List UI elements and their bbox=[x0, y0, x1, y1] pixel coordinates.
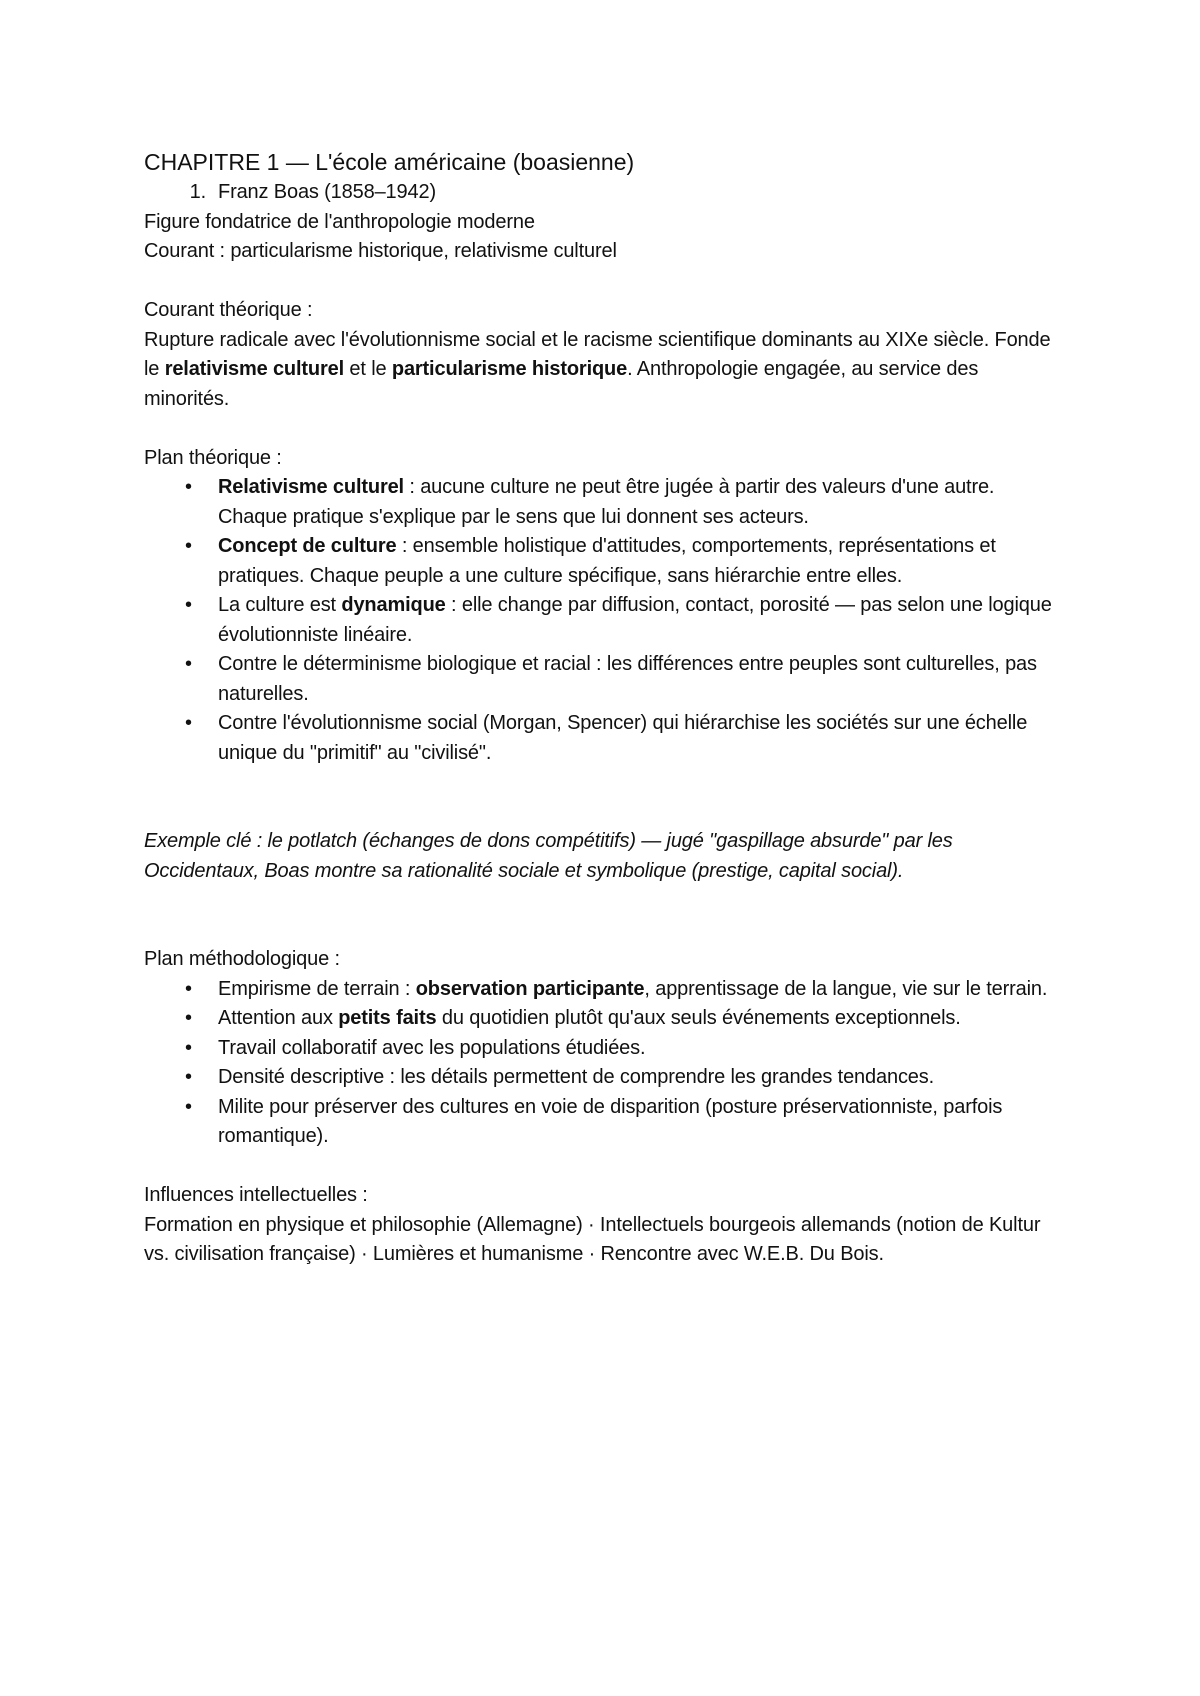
bullet-icon: • bbox=[185, 1007, 192, 1029]
item-text: du quotidien plutôt qu'aux seuls événements exceptionnels. bbox=[436, 1007, 961, 1029]
item-text: , apprentissage de la langue, vie sur le terrain. bbox=[644, 977, 1048, 1000]
spacer bbox=[144, 886, 1064, 945]
courant-theorique-paragraph bbox=[144, 326, 1064, 415]
list-item bbox=[144, 709, 1064, 768]
document-page bbox=[144, 146, 1064, 1270]
courant-theorique-label: Courant théorique : bbox=[144, 299, 313, 321]
list-item bbox=[144, 1004, 1064, 1034]
bullet-icon: • bbox=[185, 1095, 192, 1118]
bold-term: relativisme culturel bbox=[164, 358, 344, 380]
item-text: Milite pour préserver des cultures en voie de disparition (posture préservationniste, parfois romantique). bbox=[218, 1095, 1003, 1147]
plan-theorique-list bbox=[144, 473, 1064, 768]
section-heading bbox=[144, 178, 1064, 208]
chapter-title: CHAPITRE 1 — L'école américaine (boasienne) bbox=[144, 149, 635, 175]
item-text: Travail collaboratif avec les populations étudiées. bbox=[218, 1036, 646, 1059]
list-item bbox=[144, 650, 1064, 709]
list-item bbox=[144, 1063, 1064, 1093]
list-item bbox=[144, 1093, 1064, 1152]
list-item bbox=[144, 532, 1064, 591]
spacer bbox=[144, 1152, 1064, 1182]
plan-methodologique-label: Plan méthodologique : bbox=[144, 948, 340, 970]
item-text: La culture est bbox=[218, 594, 342, 616]
bold-term: Relativisme culturel bbox=[218, 476, 404, 498]
bold-term: Concept de culture bbox=[218, 535, 397, 557]
plan-methodologique-list bbox=[144, 975, 1064, 1152]
example-paragraph: Exemple clé : le potlatch (échanges de dons compétitifs) — jugé "gaspillage absurde" par les Occidentaux, Boas montre sa rationalité sociale et symbolique (prestige, capital social). bbox=[144, 830, 953, 882]
item-text: : ensemble holistique d'attitudes, comportements, représentations et pratiques. Chaque peuple a une culture spécifique, sans hiérarchie entre elles. bbox=[218, 535, 996, 587]
bullet-icon: • bbox=[185, 712, 192, 734]
bullet-icon: • bbox=[185, 1036, 192, 1059]
influences-paragraph: Formation en physique et philosophie (Allemagne) · Intellectuels bourgeois allemands (notion de Kultur vs. civilisation française) · Lumières et humanisme · Rencontre avec W.E.B. Du Bois. bbox=[144, 1213, 1041, 1265]
bullet-icon: • bbox=[185, 476, 192, 498]
list-item bbox=[144, 473, 1064, 532]
spacer bbox=[144, 768, 1064, 827]
section-number: 1. bbox=[189, 181, 206, 203]
bullet-icon: • bbox=[185, 535, 192, 557]
bullet-icon: • bbox=[185, 653, 192, 675]
item-text: Attention aux bbox=[218, 1007, 339, 1029]
item-text: : elle change par diffusion, contact, porosité — pas selon une logique évolutionniste linéaire. bbox=[218, 594, 1052, 646]
bullet-icon: • bbox=[185, 594, 192, 616]
bold-term: observation participante bbox=[415, 977, 645, 1000]
paragraph-text: . Anthropologie engagée, au service des minorités. bbox=[144, 358, 979, 410]
paragraph-text: Rupture radicale avec l'évolutionnisme social et le racisme scientifique dominants au XIXe siècle. Fonde le bbox=[144, 328, 1051, 380]
paragraph-text: et le bbox=[344, 358, 392, 380]
spacer bbox=[144, 267, 1064, 297]
section-line-figure: Figure fondatrice de l'anthropologie moderne bbox=[144, 210, 535, 233]
bold-term: dynamique bbox=[341, 594, 446, 616]
list-item bbox=[144, 591, 1064, 650]
section-line-courant: Courant : particularisme historique, relativisme culturel bbox=[144, 240, 617, 262]
item-text: Contre l'évolutionnisme social (Morgan, Spencer) qui hiérarchise les sociétés sur une échelle unique du "primitif" au "civilisé". bbox=[218, 712, 1028, 764]
influences-label: Influences intellectuelles : bbox=[144, 1184, 368, 1206]
item-text: Empirisme de terrain : bbox=[218, 977, 416, 1000]
item-text: : aucune culture ne peut être jugée à partir des valeurs d'une autre. Chaque pratique s'explique par le sens que lui donnent ses acteurs. bbox=[218, 476, 995, 528]
item-text: Densité descriptive : les détails permettent de comprendre les grandes tendances. bbox=[218, 1066, 935, 1088]
bold-term: particularisme historique bbox=[391, 358, 628, 380]
bold-term: petits faits bbox=[338, 1007, 437, 1029]
plan-theorique-label: Plan théorique : bbox=[144, 446, 282, 469]
bullet-icon: • bbox=[185, 1066, 192, 1088]
item-text: Contre le déterminisme biologique et racial : les différences entre peuples sont culturelles, pas naturelles. bbox=[218, 653, 1037, 705]
bullet-icon: • bbox=[185, 977, 192, 1000]
list-item bbox=[144, 975, 1064, 1005]
section-heading-text: Franz Boas (1858–1942) bbox=[218, 181, 436, 203]
list-item bbox=[144, 1034, 1064, 1064]
spacer bbox=[144, 414, 1064, 444]
